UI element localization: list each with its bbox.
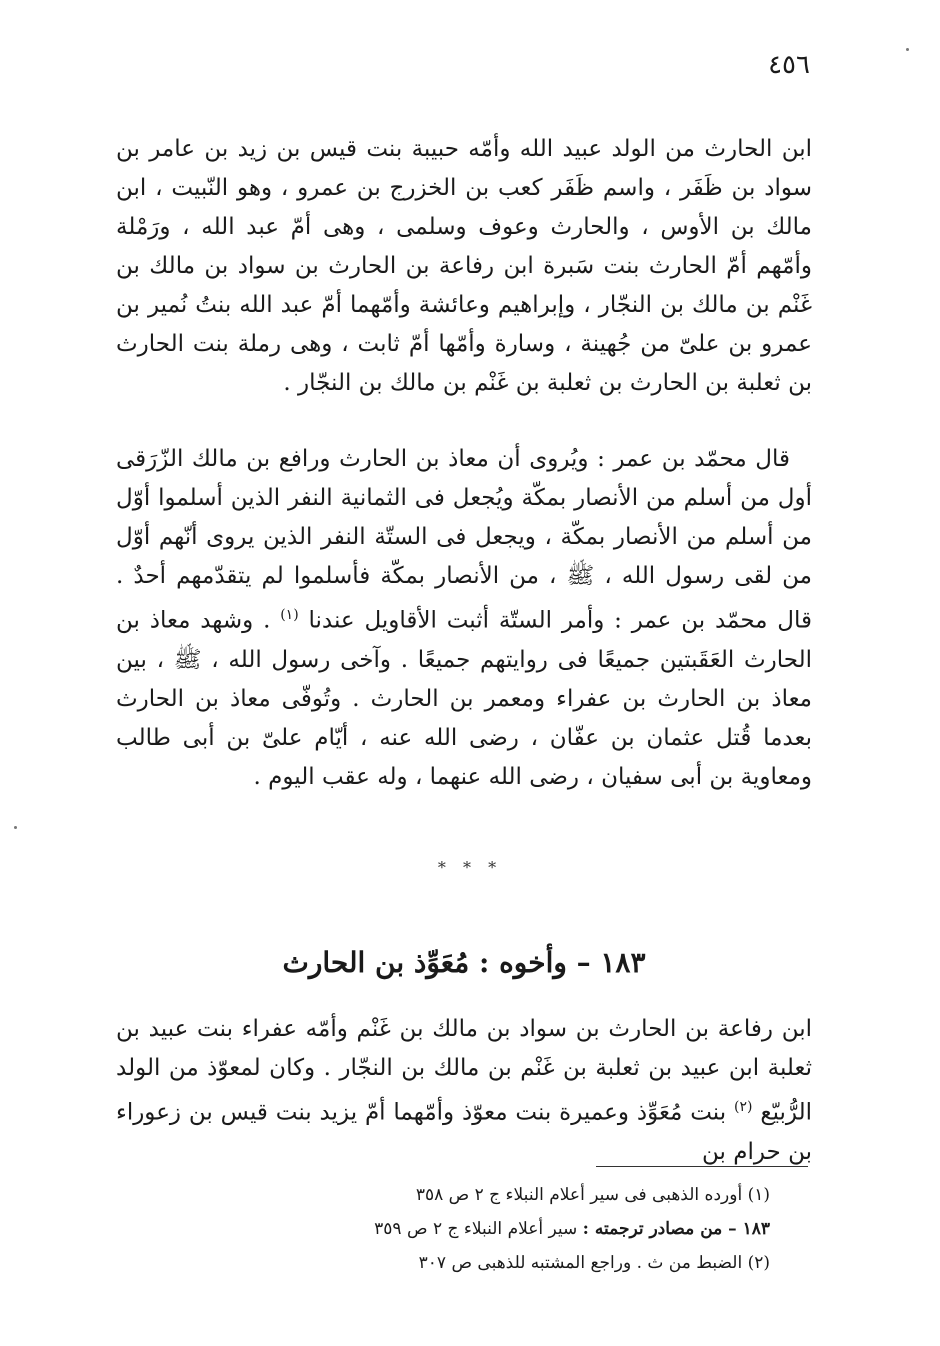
paragraph-3-part-1: ابن رفاعة بن الحارث بن سواد بن مالك بن غَنْم وأمّه عفراء بنت عبيد بن ثعلبة ابن عبيد بن ثعلبة بن غَنْم بن مالك بن النجّار . وكان لمعوّذ من الولد الرُّبيّع xyxy=(116,1016,813,1126)
paragraph-2 xyxy=(116,440,812,797)
footnote-ref-2: (٢) xyxy=(734,1099,753,1115)
paragraph-3 xyxy=(116,1010,812,1172)
footnote-divider xyxy=(596,1166,808,1167)
paragraph-2-part-2: . وشهد معاذ بن الحارث العَقَبتين جميعًا فى روايتهم جميعًا . وآخى رسول الله ، ﷺ ، بين معاذ بن الحارث بن عفراء ومعمر بن الحارث . وتُوفّى معاذ بن الحارث بعدما قُتل عثمان بن عفّان ، رضى الله عنه ، أيّام علىّ بن أبى طالب ومعاوية بن أبى سفيان ، رضى الله عنهما ، وله عقب اليوم . xyxy=(116,607,812,790)
footnote-1-label: (١) xyxy=(747,1185,770,1205)
page-number: ٤٥٦ xyxy=(768,50,810,80)
scan-speck xyxy=(906,48,909,51)
entry-heading: ١٨٣ – وأخوه : مُعَوِّذ بن الحارث xyxy=(282,946,646,979)
footnote-ref-1: (١) xyxy=(280,607,299,623)
footnote-sources-label: ١٨٣ – من مصادر ترجمته : xyxy=(582,1219,770,1239)
footnote-sources-text: سير أعلام النبلاء ج ٢ ص ٣٥٩ xyxy=(374,1219,578,1239)
footnote-2-text: الضبط من ث . وراجع المشتبه للذهبى ص ٣٠٧ xyxy=(418,1253,743,1273)
footnote-sources xyxy=(300,1212,770,1246)
footnote-1-text: أورده الذهبى فى سير أعلام النبلاء ج ٢ ص ٣٥٨ xyxy=(415,1185,743,1205)
footnote-2-label: (٢) xyxy=(747,1253,770,1273)
paragraph-2-text xyxy=(116,440,812,797)
paragraph-3-part-2: بنت مُعَوِّذ وعميرة بنت معوّذ وأمّهما أمّ يزيد بنت قيس بن زعوراء بن حرام بن xyxy=(116,1099,812,1165)
paragraph-2-part-1: قال محمّد بن عمر : ويُروى أن معاذ بن الحارث ورافع بن مالك الزّرَقى أول من أسلم من الأنصار بمكّة ويُجعل فى الثمانية النفر الذين أسلموا أوّل من أسلم من الأنصار بمكّة ، ويجعل فى الستّة النفر الذين يروى أنّهم أوّل من لقى رسول الله ، ﷺ ، من الأنصار بمكّة فأسلموا لم يتقدّمهم أحدٌ . قال محمّد بن عمر : وأمر الستّة أثبت الأقاويل عندنا xyxy=(116,446,813,634)
section-separator: * * * xyxy=(437,858,503,877)
footnote-2 xyxy=(300,1246,770,1280)
scan-speck xyxy=(14,826,17,829)
paragraph-1: ابن الحارث من الولد عبيد الله وأمّه حبيبة بنت قيس بن زيد بن عامر بن سواد بن ظَفَر ، واسم ظَفَر كعب بن الخزرج بن عمرو ، وهو النّبيت ، ابن مالك بن الأوس ، والحارث وعوف وسلمى ، وهى أمّ عبد الله ، ورَمْلة وأمّهم أمّ الحارث بنت سَبرة ابن رفاعة بن الحارث بن سواد بن مالك بن غَنْم بن مالك بن النجّار ، وإبراهيم وعائشة وأمّهما أمّ عبد الله بنتُ نُمير بن عمرو بن علىّ من جُهينة ، وسارة وأمّها أمّ ثابت ، وهى رملة بنت الحارث بن ثعلبة بن الحارث بن ثعلبة بن غَنْم بن مالك بن النجّار . xyxy=(116,136,812,396)
paragraph-3-text xyxy=(116,1010,812,1172)
footnotes xyxy=(300,1178,770,1280)
footnote-1 xyxy=(300,1178,770,1212)
